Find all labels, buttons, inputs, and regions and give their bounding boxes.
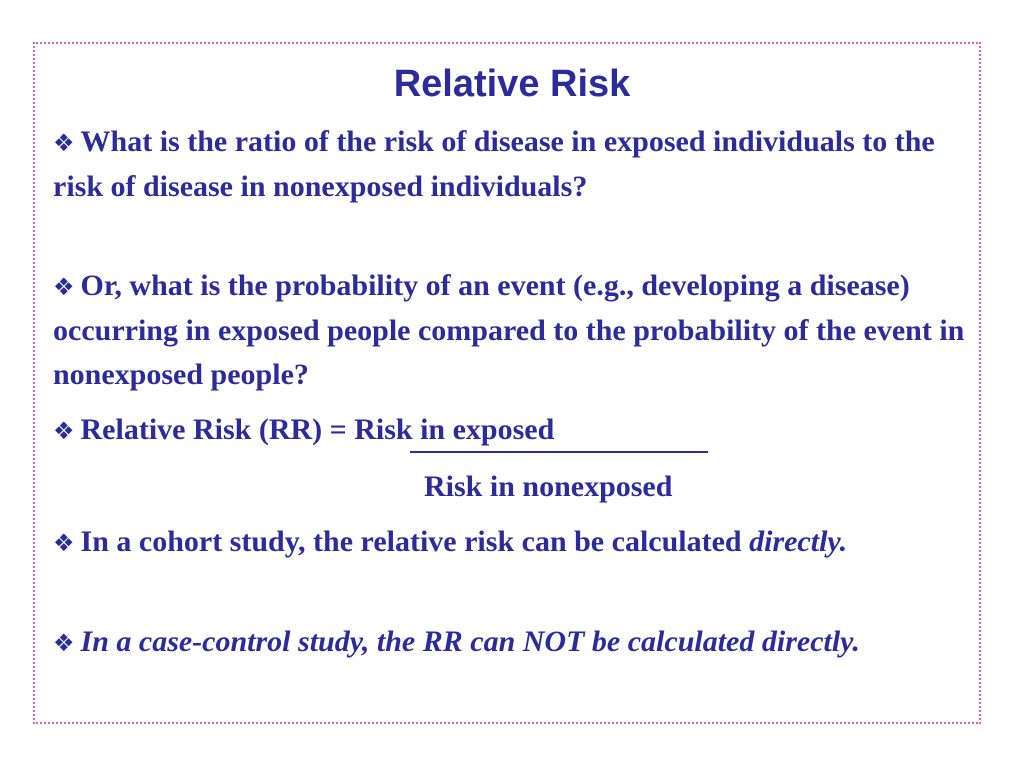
bullet-5: [53, 620, 973, 665]
bullet-2: [53, 264, 973, 397]
diamond-bullet-icon: ❖: [53, 273, 75, 301]
bullet-4: [53, 520, 973, 565]
bullet-1-text: What is the ratio of the risk of disease in exposed individuals to the risk of disease in nonexposed individuals?: [53, 125, 935, 203]
bullet-4-emphasis: directly.: [749, 525, 848, 558]
bullet-3-text: Relative Risk (RR) = Risk in exposed: [80, 413, 555, 446]
diamond-bullet-icon: ❖: [53, 629, 75, 657]
diamond-bullet-icon: ❖: [53, 417, 75, 445]
bullet-2-text: Or, what is the probability of an event (e.g., developing a disease) occurring in exposed people compared to the probability of the event in nonexposed people?: [53, 269, 965, 391]
bullet-5-text: In a case-control study, the RR can NOT be calculated directly.: [80, 625, 860, 658]
bullet-1: [53, 120, 973, 209]
diamond-bullet-icon: ❖: [53, 129, 75, 157]
bullet-4-text: In a cohort study, the relative risk can be calculated: [80, 525, 742, 558]
fraction-bar: [410, 451, 708, 453]
bullet-3: [53, 408, 973, 453]
formula-denominator: Risk in nonexposed: [424, 470, 673, 503]
diamond-bullet-icon: ❖: [53, 529, 75, 557]
slide-title: Relative Risk: [393, 63, 631, 105]
